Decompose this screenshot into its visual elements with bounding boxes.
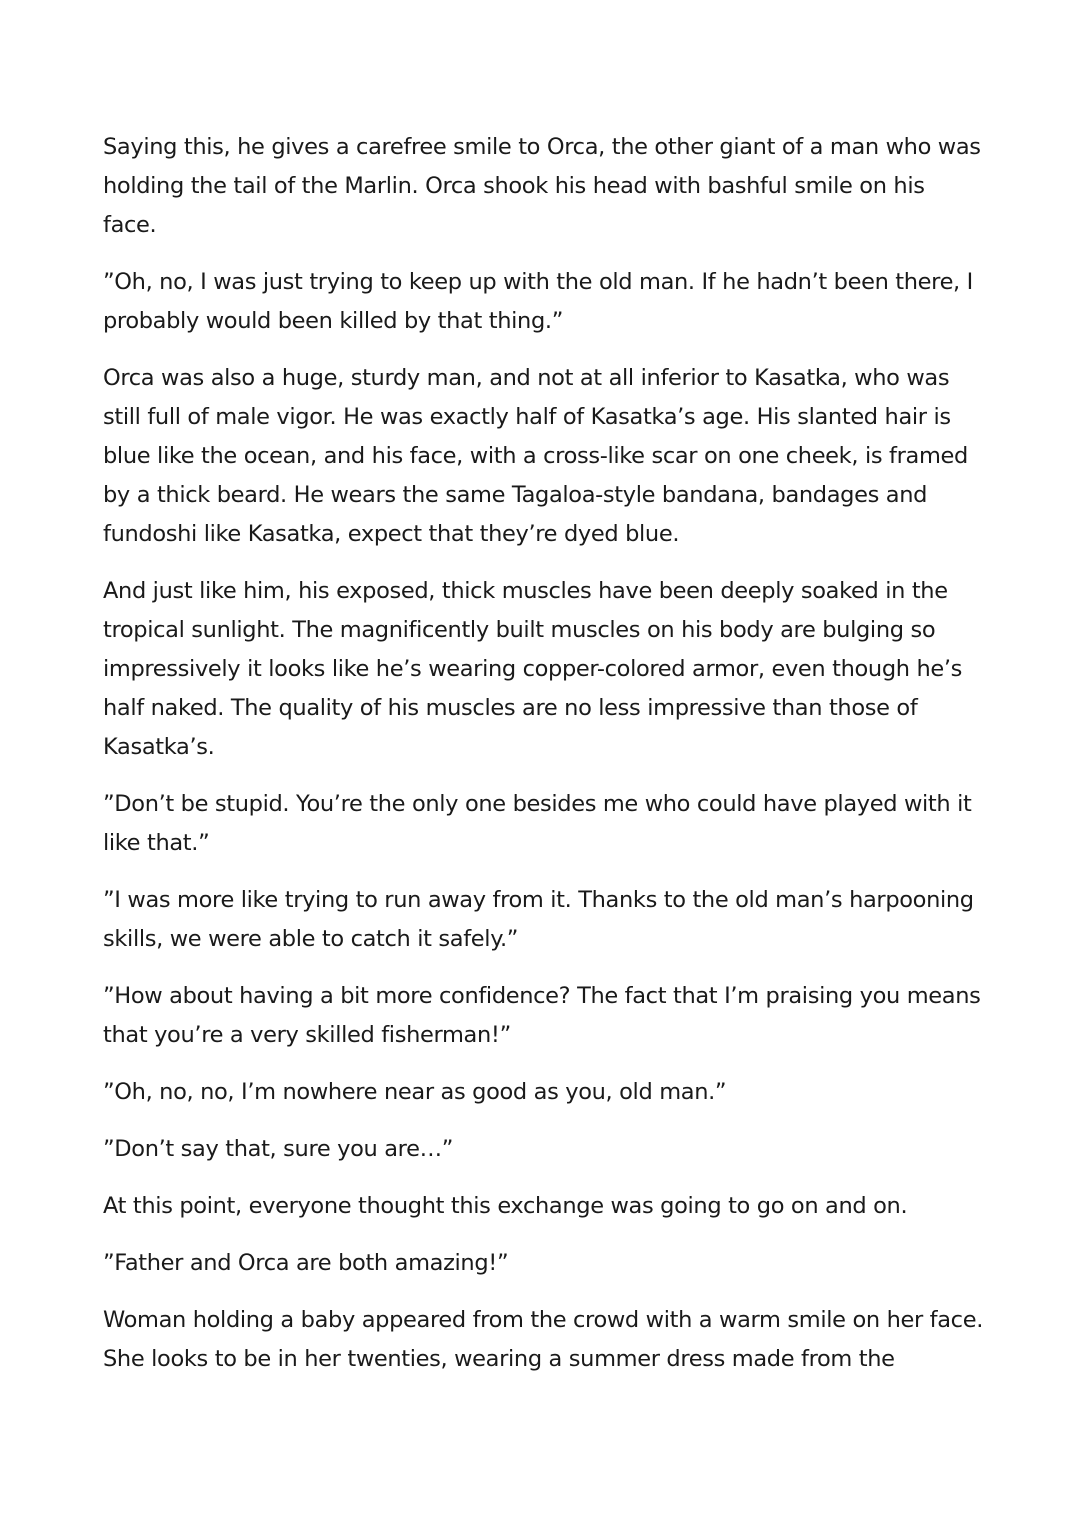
document-body [103, 128, 983, 1397]
paragraph: ”Don’t say that, sure you are…” [103, 1136, 454, 1162]
paragraph: ”Oh, no, I was just trying to keep up with the old man. If he hadn’t been there, I probably would been killed by that thing.” [103, 269, 973, 334]
paragraph: And just like him, his exposed, thick muscles have been deeply soaked in the tropical sunlight. The magnificently built muscles on his body are bulging so impressively it looks like he’s wearing copper-colored armor, even though he’s half naked. The quality of his muscles are no less impressive than those of Kasatka’s. [103, 578, 963, 760]
paragraph: Orca was also a huge, sturdy man, and not at all inferior to Kasatka, who was still full of male vigor. He was exactly half of Kasatka’s age. His slanted hair is blue like the ocean, and his face, with a cross-like scar on one cheek, is framed by a thick beard. He wears the same Tagaloa-style bandana, bandages and fundoshi like Kasatka, expect that they’re dyed blue. [103, 365, 968, 547]
paragraph: Woman holding a baby appeared from the crowd with a warm smile on her face. She looks to be in her twenties, wearing a summer dress made from the [103, 1307, 984, 1372]
paragraph: ”Oh, no, no, I’m nowhere near as good as you, old man.” [103, 1079, 727, 1105]
paragraph: ”Father and Orca are both amazing!” [103, 1250, 509, 1276]
paragraph: Saying this, he gives a carefree smile to Orca, the other giant of a man who was holding the tail of the Marlin. Orca shook his head with bashful smile on his face. [103, 134, 981, 238]
paragraph: ”Don’t be stupid. You’re the only one besides me who could have played with it like that.” [103, 791, 972, 856]
paragraph: At this point, everyone thought this exchange was going to go on and on. [103, 1193, 908, 1219]
paragraph: ”I was more like trying to run away from it. Thanks to the old man’s harpooning skills, we were able to catch it safely.” [103, 887, 974, 952]
paragraph: ”How about having a bit more confidence? The fact that I’m praising you means that you’re a very skilled fisherman!” [103, 983, 981, 1048]
